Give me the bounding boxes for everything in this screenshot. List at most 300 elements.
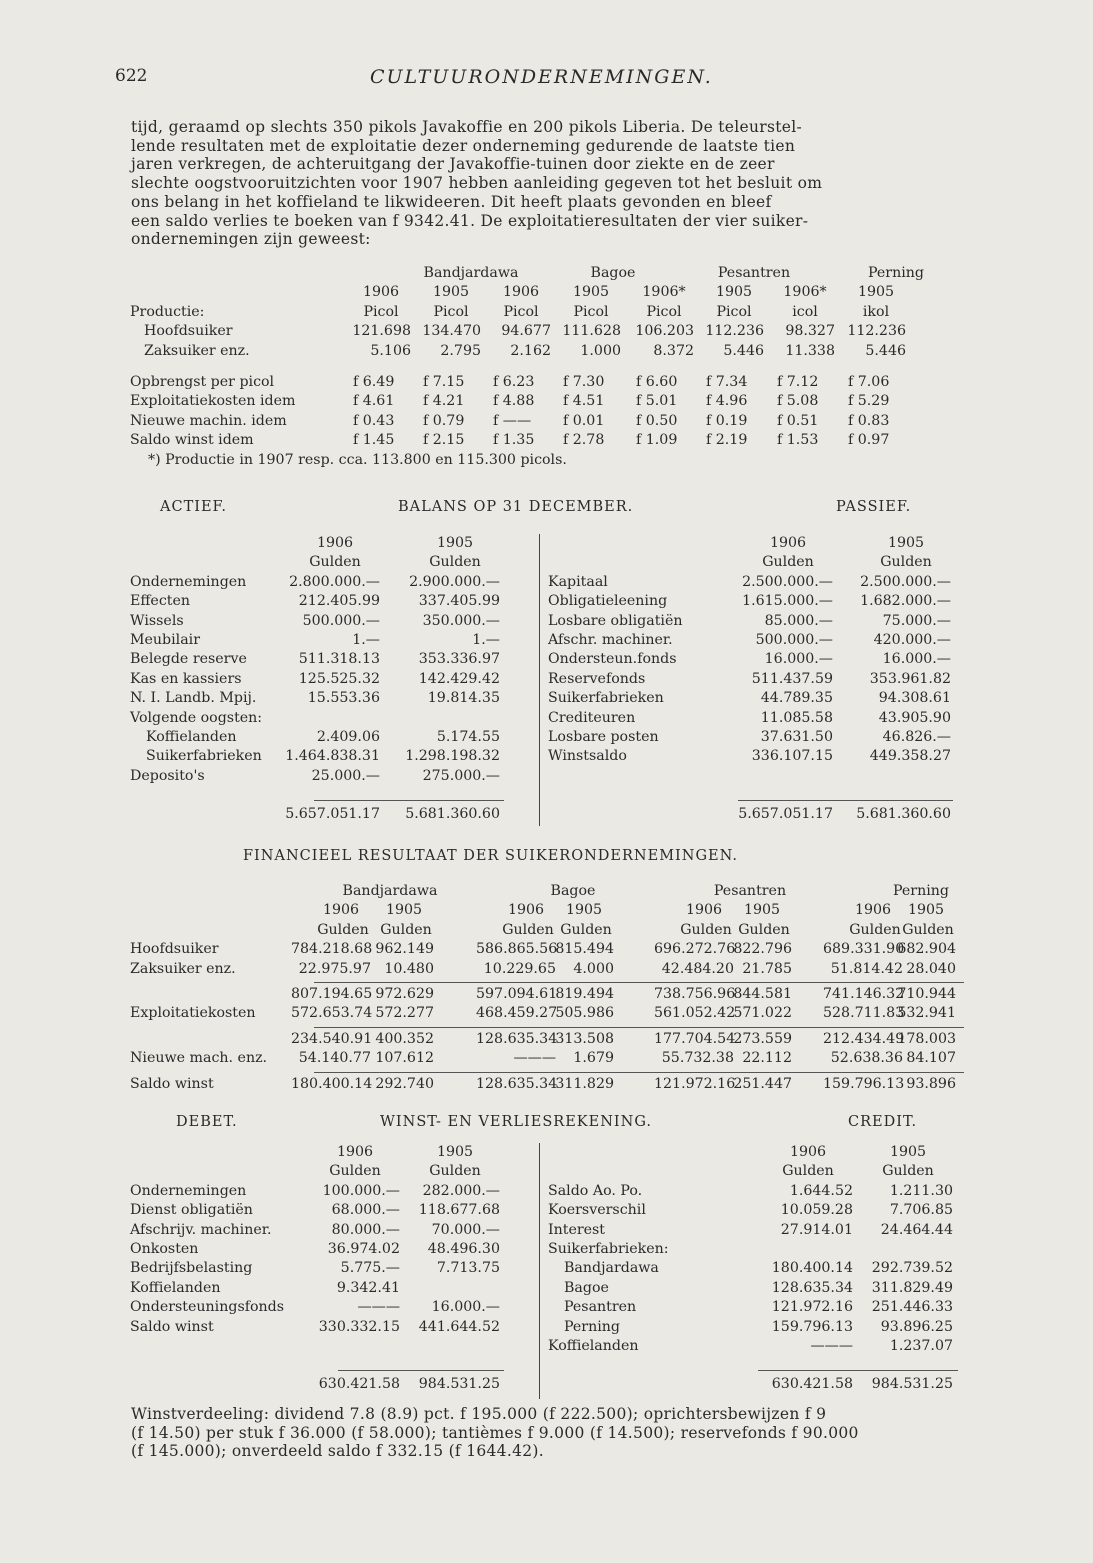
actief-value: 337.405.99 — [418, 593, 500, 610]
actief-total: 5.657.051.17 — [285, 806, 380, 823]
passief-total: 5.681.360.60 — [856, 806, 951, 823]
production-table — [128, 264, 968, 470]
table-row — [128, 392, 968, 411]
year-header: 1905 — [436, 535, 474, 551]
total-rule — [758, 1370, 958, 1371]
table-row — [128, 431, 968, 450]
table-cell: 586.865.56 — [476, 941, 558, 958]
table-cell: 134.470 — [422, 323, 481, 340]
actief-value: 15.553.36 — [307, 690, 380, 707]
actief-value: 2.800.000.— — [289, 573, 380, 590]
table-cell: 11.338 — [785, 342, 835, 359]
passief-value: 85.000.— — [764, 612, 833, 629]
table-cell: f 4.88 — [493, 393, 535, 410]
table-cell: 98.327 — [785, 323, 835, 340]
passief-label: Losbare posten — [548, 728, 659, 745]
table-cell: 212.434.49 — [823, 1030, 905, 1047]
credit-value: 7.706.85 — [889, 1202, 953, 1219]
table-cell: 741.146.32 — [823, 985, 905, 1002]
table-cell: 822.796 — [733, 941, 792, 958]
debet-total: 984.531.25 — [418, 1376, 500, 1393]
credit-label: Saldo Ao. Po. — [548, 1182, 643, 1199]
credit-label: Pesantren — [564, 1299, 637, 1316]
row-label: Zaksuiker enz. — [144, 342, 250, 359]
debet-label: Ondersteuningsfonds — [130, 1299, 285, 1316]
table-cell: 51.814.42 — [830, 960, 903, 977]
table-cell: f 0.79 — [423, 412, 465, 429]
unit-header: Gulden — [429, 554, 481, 571]
footer-line: (f 14.50) per stuk f 36.000 (f 58.000); tantièmes f 9.000 (f 14.500); reservefonds f 90.000 — [131, 1423, 859, 1442]
passief-value: 16.000.— — [764, 651, 833, 668]
actief-value: 350.000.— — [422, 612, 500, 629]
passief-label: Suikerfabrieken — [548, 690, 664, 707]
table-row — [128, 901, 968, 920]
table-cell: f —— — [493, 412, 532, 429]
table-row — [128, 767, 968, 786]
table-cell: 784.218.68 — [291, 941, 373, 958]
year-header: 1906 — [854, 902, 892, 919]
table-row — [128, 709, 968, 728]
column-divider — [539, 1143, 540, 1399]
table-row — [128, 650, 968, 669]
winst-table — [128, 1143, 968, 1394]
table-cell: 1.679 — [573, 1050, 614, 1067]
credit-total: 984.531.25 — [871, 1376, 953, 1393]
table-cell: 815.494 — [555, 941, 614, 958]
debet-label: Saldo winst — [130, 1318, 214, 1335]
year-header: 1906 — [685, 902, 723, 919]
table-cell: f 1.35 — [493, 432, 535, 449]
actief-value: 19.814.35 — [427, 690, 500, 707]
passief-title: PASSIEF. — [836, 499, 912, 515]
passief-value: 1.682.000.— — [860, 593, 951, 610]
table-cell: 159.796.13 — [823, 1075, 905, 1092]
table-row — [128, 1143, 968, 1162]
row-label: Opbrengst per picol — [130, 373, 275, 390]
debet-value: 36.974.02 — [327, 1240, 400, 1257]
table-row — [128, 612, 968, 631]
credit-value: 24.464.44 — [880, 1221, 953, 1238]
passief-label: Crediteuren — [548, 709, 636, 726]
debet-value: 441.644.52 — [418, 1318, 500, 1335]
sum-rule — [314, 1027, 964, 1028]
table-cell: 400.352 — [375, 1030, 434, 1047]
table-row — [128, 1182, 968, 1201]
table-row — [128, 747, 968, 766]
table-row — [128, 728, 968, 747]
table-row — [128, 1298, 968, 1317]
spacer — [128, 1356, 968, 1370]
actief-label: Deposito's — [130, 767, 205, 784]
year-header: 1906 — [336, 1144, 374, 1160]
table-cell: 28.040 — [906, 960, 956, 977]
debet-value: 100.000.— — [322, 1182, 400, 1199]
actief-title: ACTIEF. — [160, 499, 227, 515]
year-header: 1906 — [507, 902, 545, 919]
actief-label: Suikerfabrieken — [146, 748, 262, 765]
actief-label: Ondernemingen — [130, 573, 247, 590]
table-cell: f 6.23 — [493, 373, 535, 390]
passief-value: 449.358.27 — [869, 748, 951, 765]
table-row — [128, 1318, 968, 1337]
debet-value: 9.342.41 — [336, 1279, 400, 1296]
actief-label: Belegde reserve — [130, 651, 247, 668]
year-header: 1905 — [385, 902, 423, 919]
table-cell: f 7.12 — [777, 373, 819, 390]
unit-header: Picol — [573, 303, 609, 320]
running-title: CULTUURONDERNEMINGEN. — [370, 66, 713, 88]
table-cell: f 0.50 — [636, 412, 678, 429]
page-header — [115, 66, 975, 96]
passief-value: 46.826.— — [882, 728, 951, 745]
table-cell: 819.494 — [555, 985, 614, 1002]
table-cell: f 5.08 — [777, 393, 819, 410]
table-cell: f 4.21 — [423, 393, 465, 410]
actief-value: 1.464.838.31 — [285, 748, 380, 765]
table-row — [128, 1279, 968, 1298]
unit-header: Gulden — [762, 554, 814, 571]
table-row — [128, 412, 968, 431]
estate-header: Pesantren — [717, 265, 791, 281]
actief-label: Koffielanden — [146, 728, 237, 745]
unit-header: Gulden — [502, 921, 554, 938]
table-cell: 55.732.38 — [661, 1050, 734, 1067]
table-cell: ——— — [513, 1050, 556, 1067]
passief-value: 2.500.000.— — [860, 573, 951, 590]
year-header: 1906 — [322, 902, 360, 919]
table-cell: f 4.96 — [706, 393, 748, 410]
credit-value: 121.972.16 — [771, 1299, 853, 1316]
table-cell: 107.612 — [375, 1050, 434, 1067]
passief-value: 1.615.000.— — [742, 593, 833, 610]
table-row — [128, 631, 968, 650]
table-row — [128, 670, 968, 689]
row-label: Zaksuiker enz. — [130, 960, 236, 977]
total-rule — [338, 1370, 504, 1371]
table-cell: 273.559 — [733, 1030, 792, 1047]
actief-value: 275.000.— — [422, 767, 500, 784]
table-cell: 4.000 — [573, 960, 614, 977]
table-row — [128, 960, 968, 979]
year-header: 1905 — [889, 1144, 927, 1160]
credit-value: 1.237.07 — [889, 1337, 953, 1354]
winst-title: WINST- EN VERLIESREKENING. — [380, 1114, 652, 1130]
table-row — [128, 534, 968, 553]
table-cell: 682.904 — [897, 941, 956, 958]
passief-label: Losbare obligatiën — [548, 612, 683, 629]
unit-header: Gulden — [560, 921, 612, 938]
debet-label: Koffielanden — [130, 1279, 221, 1296]
passief-value: 11.085.58 — [760, 709, 833, 726]
table-cell: f 1.45 — [353, 432, 395, 449]
unit-header: Gulden — [738, 921, 790, 938]
debet-value: 118.677.68 — [418, 1202, 500, 1219]
column-divider — [539, 534, 540, 826]
unit-header: Picol — [363, 303, 399, 320]
table-row — [128, 1201, 968, 1220]
table-cell: 2.795 — [440, 342, 481, 359]
actief-value: 2.409.06 — [316, 728, 380, 745]
actief-value: 2.900.000.— — [409, 573, 500, 590]
table-cell: f 2.15 — [423, 432, 465, 449]
passief-value: 44.789.35 — [760, 690, 833, 707]
table-cell: f 7.30 — [563, 373, 605, 390]
passief-value: 94.308.61 — [878, 690, 951, 707]
table-cell: 52.638.36 — [830, 1050, 903, 1067]
credit-value: 93.896.25 — [880, 1318, 953, 1335]
credit-label: Perning — [564, 1318, 620, 1335]
year-header: 1906 — [789, 1144, 827, 1160]
balans-table — [128, 534, 968, 824]
table-cell: f 2.78 — [563, 432, 605, 449]
row-label: Exploitatiekosten — [130, 1005, 256, 1022]
credit-label: Bandjardawa — [564, 1260, 659, 1277]
passief-total: 5.657.051.17 — [738, 806, 833, 823]
credit-value: 128.635.34 — [771, 1279, 853, 1296]
table-cell: 5.106 — [370, 342, 411, 359]
table-cell: f 0.83 — [848, 412, 890, 429]
table-row — [128, 940, 968, 959]
table-cell: 22.112 — [742, 1050, 792, 1067]
intro-line: slechte oogstvooruitzichten voor 1907 hebben aanleiding gegeven tot het besluit om — [131, 174, 823, 193]
table-cell: f 1.09 — [636, 432, 678, 449]
passief-label: Reservefonds — [548, 670, 646, 687]
passief-label: Winstsaldo — [548, 748, 627, 765]
table-cell: 22.975.97 — [298, 960, 371, 977]
table-row — [128, 985, 968, 1004]
credit-label: Koffielanden — [548, 1337, 639, 1354]
estate-header: Pesantren — [713, 883, 787, 899]
table-row — [128, 1240, 968, 1259]
table-cell: 234.540.91 — [291, 1030, 373, 1047]
passief-value: 43.905.90 — [878, 709, 951, 726]
credit-value: 251.446.33 — [871, 1299, 953, 1316]
table-cell: 738.756.96 — [654, 985, 736, 1002]
passief-value: 16.000.— — [882, 651, 951, 668]
table-cell: f 1.53 — [777, 432, 819, 449]
footer-line: (f 145.000); onverdeeld saldo f 332.15 (f 1644.42). — [131, 1442, 544, 1461]
table-cell: 10.480 — [384, 960, 434, 977]
table-row — [128, 373, 968, 392]
table-cell: 807.194.65 — [291, 985, 373, 1002]
table-cell: 972.629 — [375, 985, 434, 1002]
credit-value: 10.059.28 — [780, 1202, 853, 1219]
passief-value: 336.107.15 — [751, 748, 833, 765]
year-header: 1906 — [362, 284, 400, 301]
unit-header: Gulden — [902, 921, 954, 938]
intro-line: ons belang in het koffieland te likwideeren. Dit heeft plaats gevonden en bleef — [131, 192, 772, 211]
table-cell: f 0.43 — [353, 412, 395, 429]
row-label: Nieuwe machin. idem — [130, 412, 287, 429]
total-rule — [738, 800, 953, 801]
table-cell: 528.711.83 — [823, 1005, 905, 1022]
table-cell: 93.896 — [906, 1075, 956, 1092]
year-header: 1905 — [857, 284, 895, 301]
year-header: 1906* — [642, 284, 686, 301]
row-label: Hoofdsuiker — [144, 323, 233, 340]
sum-rule — [314, 982, 964, 983]
actief-label: Wissels — [130, 612, 184, 629]
credit-value: 159.796.13 — [771, 1318, 853, 1335]
unit-header: Picol — [646, 303, 682, 320]
unit-header: Gulden — [849, 921, 901, 938]
debet-value: 16.000.— — [431, 1299, 500, 1316]
year-header: 1906 — [502, 284, 540, 301]
table-cell: 313.508 — [555, 1030, 614, 1047]
actief-label: Meubilair — [130, 631, 200, 648]
table-cell: 844.581 — [733, 985, 792, 1002]
table-cell: 128.635.34 — [476, 1075, 558, 1092]
credit-value: 1.644.52 — [789, 1182, 853, 1199]
table-cell: f 7.06 — [848, 373, 890, 390]
table-cell: 962.149 — [375, 941, 434, 958]
table-cell: 8.372 — [653, 342, 694, 359]
financieel-table — [128, 882, 968, 1094]
table-cell: 505.986 — [555, 1005, 614, 1022]
year-header: 1905 — [565, 902, 603, 919]
table-row — [128, 1075, 968, 1094]
debet-value: 282.000.— — [422, 1182, 500, 1199]
credit-label: Interest — [548, 1221, 605, 1238]
table-cell: f 2.19 — [706, 432, 748, 449]
actief-value: 353.336.97 — [418, 651, 500, 668]
debet-value: 70.000.— — [431, 1221, 500, 1238]
actief-label: Kas en kassiers — [130, 670, 242, 687]
unit-header: Gulden — [317, 921, 369, 938]
table-cell: 311.829 — [555, 1075, 614, 1092]
debet-value: 330.332.15 — [318, 1318, 400, 1335]
sum-rule — [314, 1072, 964, 1073]
table-cell: 597.094.61 — [476, 985, 558, 1002]
intro-line: lende resultaten met de exploitatie dezer onderneming gedurende de laatste tien — [131, 136, 796, 155]
winstverdeeling-paragraph — [131, 1405, 966, 1461]
passief-value: 37.631.50 — [760, 728, 833, 745]
unit-header: Gulden — [329, 1163, 381, 1180]
passief-value: 420.000.— — [873, 631, 951, 648]
table-cell: 571.022 — [733, 1005, 792, 1022]
table-row — [128, 1370, 968, 1394]
table-cell: f 6.49 — [353, 373, 395, 390]
table-cell: 572.277 — [375, 1005, 434, 1022]
credit-value: 27.914.01 — [780, 1221, 853, 1238]
total-rule — [314, 800, 504, 801]
unit-header: Gulden — [880, 554, 932, 571]
table-cell: 572.653.74 — [291, 1005, 373, 1022]
actief-value: 1.298.198.32 — [405, 748, 500, 765]
estate-header: Perning — [868, 265, 924, 281]
passief-label: Kapitaal — [548, 573, 608, 590]
credit-value: 180.400.14 — [771, 1260, 853, 1277]
financieel-title: FINANCIEEL RESULTAAT DER SUIKERONDERNEMINGEN. — [243, 848, 739, 864]
table-cell: 5.446 — [723, 342, 764, 359]
row-label: Saldo winst — [130, 1075, 214, 1092]
debet-label: Afschrijv. machiner. — [130, 1221, 272, 1238]
estate-header: Perning — [893, 883, 949, 899]
table-row — [128, 1030, 968, 1049]
year-header: 1905 — [715, 284, 753, 301]
unit-header: Picol — [503, 303, 539, 320]
debet-total: 630.421.58 — [318, 1376, 400, 1393]
unit-header: Gulden — [782, 1163, 834, 1180]
table-cell: f 6.60 — [636, 373, 678, 390]
row-label: Exploitatiekosten idem — [130, 393, 296, 410]
year-header: 1905 — [436, 1144, 474, 1160]
table-cell: 292.740 — [375, 1075, 434, 1092]
unit-header: Gulden — [882, 1163, 934, 1180]
table-cell: f 4.61 — [353, 393, 395, 410]
table-cell: 10.229.65 — [483, 960, 556, 977]
table-cell: 54.140.77 — [298, 1050, 371, 1067]
unit-header: Gulden — [309, 554, 361, 571]
table-cell: 112.236 — [705, 323, 764, 340]
table-cell: 5.446 — [865, 342, 906, 359]
table-cell: 111.628 — [562, 323, 621, 340]
actief-value: 5.174.55 — [436, 728, 500, 745]
actief-label: Effecten — [130, 593, 191, 610]
intro-paragraph — [131, 118, 966, 249]
intro-line: ondernemingen zijn geweest: — [131, 230, 371, 249]
unit-header: Picol — [716, 303, 752, 320]
passief-label: Obligatieleening — [548, 593, 668, 610]
table-cell: 180.400.14 — [291, 1075, 373, 1092]
estate-header: Bagoe — [550, 883, 596, 899]
table-row — [128, 451, 968, 470]
credit-label: Koersverschil — [548, 1202, 646, 1219]
unit-header: Gulden — [380, 921, 432, 938]
table-cell: 710.944 — [897, 985, 956, 1002]
actief-value: 142.429.42 — [418, 670, 500, 687]
table-row — [128, 1259, 968, 1278]
balans-title: BALANS OP 31 DECEMBER. — [398, 499, 634, 515]
footer-line: Winstverdeeling: dividend 7.8 (8.9) pct. f 195.000 (f 222.500); oprichtersbewijzen f 9 — [131, 1405, 827, 1423]
table-row — [128, 283, 968, 302]
table-cell: 94.677 — [501, 323, 551, 340]
production-label: Productie: — [130, 303, 205, 320]
table-cell: f 0.01 — [563, 412, 605, 429]
debet-value: 80.000.— — [331, 1221, 400, 1238]
table-cell: 84.107 — [906, 1050, 956, 1067]
credit-value: 1.211.30 — [889, 1182, 953, 1199]
unit-header: Picol — [433, 303, 469, 320]
table-cell: 121.972.16 — [654, 1075, 736, 1092]
passief-label: Ondersteun.fonds — [548, 651, 677, 668]
table-cell: f 0.97 — [848, 432, 890, 449]
credit-label: Bagoe — [564, 1279, 609, 1296]
actief-value: 511.318.13 — [298, 651, 380, 668]
spacer — [128, 361, 968, 373]
table-row — [128, 573, 968, 592]
table-row — [128, 592, 968, 611]
estate-header: Bandjardawa — [423, 265, 519, 281]
passief-label: Afschr. machiner. — [548, 631, 673, 648]
table-row — [128, 800, 968, 824]
intro-line: een saldo verlies te boeken van f 9342.41. De exploitatieresultaten der vier suiker- — [131, 211, 809, 230]
unit-header: Gulden — [429, 1163, 481, 1180]
row-label: Saldo winst idem — [130, 432, 254, 449]
actief-value: 25.000.— — [311, 767, 380, 784]
table-row — [128, 1221, 968, 1240]
estate-header: Bagoe — [590, 265, 636, 281]
year-header: 1905 — [907, 902, 945, 919]
passief-value: 500.000.— — [755, 631, 833, 648]
table-cell: f 5.29 — [848, 393, 890, 410]
page-number: 622 — [115, 66, 148, 86]
debet-value: 7.713.75 — [436, 1260, 500, 1277]
table-row — [128, 342, 968, 361]
table-cell: 561.052.42 — [654, 1005, 736, 1022]
actief-label: Volgende oogsten: — [130, 709, 263, 726]
debet-label: Onkosten — [130, 1240, 199, 1257]
